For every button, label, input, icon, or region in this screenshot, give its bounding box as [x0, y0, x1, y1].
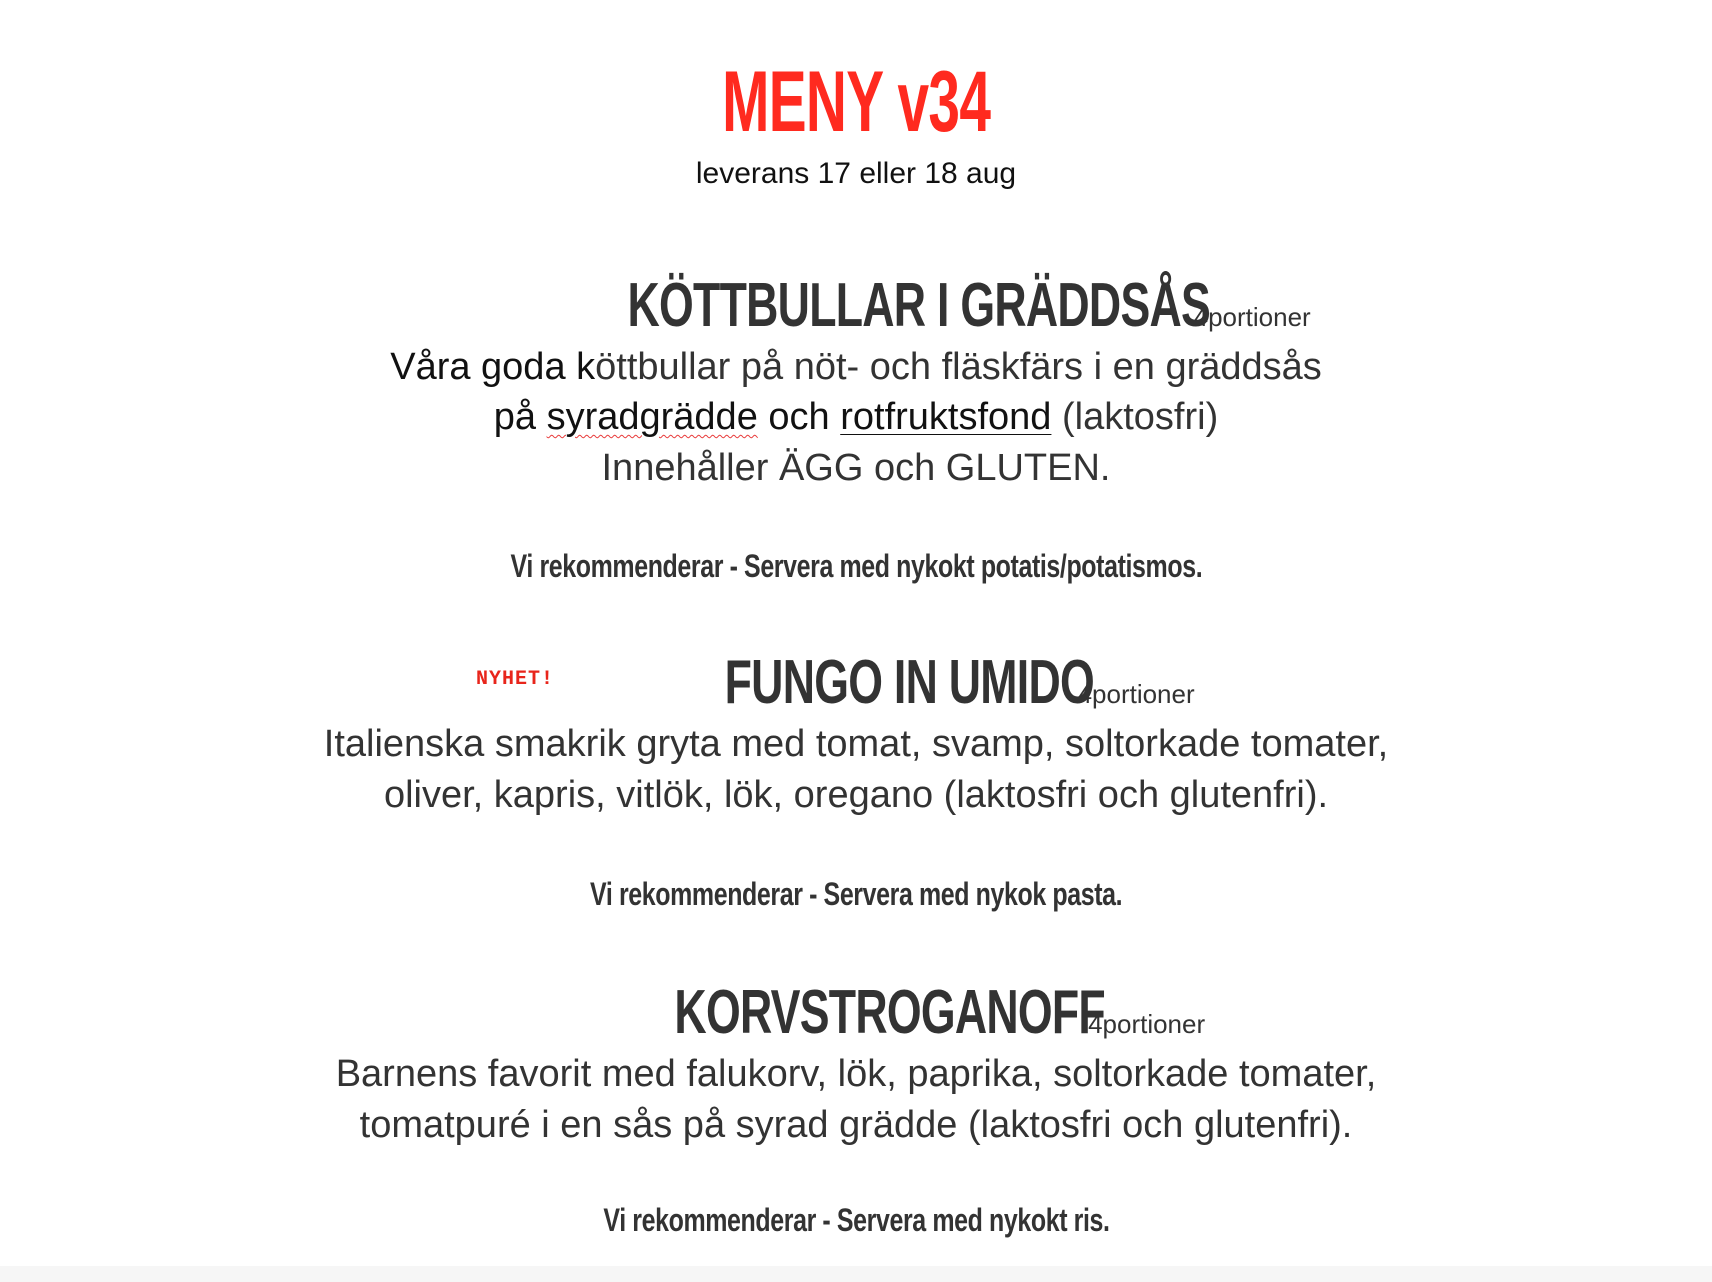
dish-name: KÖTTBULLAR I GRÄDDSÅS: [627, 271, 1211, 340]
bottom-edge: [0, 1266, 1712, 1282]
recommendation: [0, 1200, 1712, 1240]
page-title: MENY v34: [721, 54, 991, 150]
recommendation: [0, 546, 1712, 586]
dish-name: FUNGO IN UMIDO: [724, 648, 1095, 717]
recommendation-text: Vi rekommenderar - Servera med nykokt potatis/potatismos.: [510, 548, 1202, 584]
menu-title-block: [0, 52, 1712, 152]
dish-description-line: Italienska smakrik gryta med tomat, svamp, soltorkade tomater,: [323, 723, 1389, 765]
dish-description-line: [0, 392, 1712, 442]
underlined-word: rotfruktsfond: [840, 396, 1052, 438]
desc-fragment: Våra goda k: [390, 346, 596, 388]
recommendation: [0, 874, 1712, 914]
dish-portions: 4portioner: [1088, 1009, 1206, 1039]
dish-name: KORVSTROGANOFF: [674, 978, 1105, 1047]
recommendation-text: Vi rekommenderar - Servera med nykokt ris.: [602, 1202, 1110, 1238]
recommendation-text: Vi rekommenderar - Servera med nykok pasta.: [589, 876, 1123, 912]
dish-description-line: tomatpuré i en sås på syrad grädde (laktosfri och glutenfri).: [359, 1104, 1353, 1146]
dish-portions: 4portioner: [1193, 302, 1311, 332]
desc-fragment: (laktosfri): [1051, 396, 1219, 438]
dish-description-line: Barnens favorit med falukorv, lök, paprika, soltorkade tomater,: [335, 1053, 1377, 1095]
dish-description-line: [0, 342, 1712, 392]
desc-fragment: och: [757, 396, 841, 438]
desc-fragment: på: [493, 396, 547, 438]
desc-fragment: öttbullar på nöt- och fläskfärs i en gräddsås: [595, 346, 1322, 388]
delivery-subtitle: leverans 17 eller 18 aug: [695, 157, 1017, 190]
allergen-note: Innehåller ÄGG och GLUTEN.: [601, 447, 1111, 489]
dish-portions: 4portioner: [1077, 679, 1195, 709]
dish-description-line: oliver, kapris, vitlök, lök, oregano (laktosfri och glutenfri).: [383, 774, 1329, 816]
new-badge: NYHET!: [476, 668, 555, 691]
spellcheck-word: syradgrädde: [546, 396, 758, 438]
